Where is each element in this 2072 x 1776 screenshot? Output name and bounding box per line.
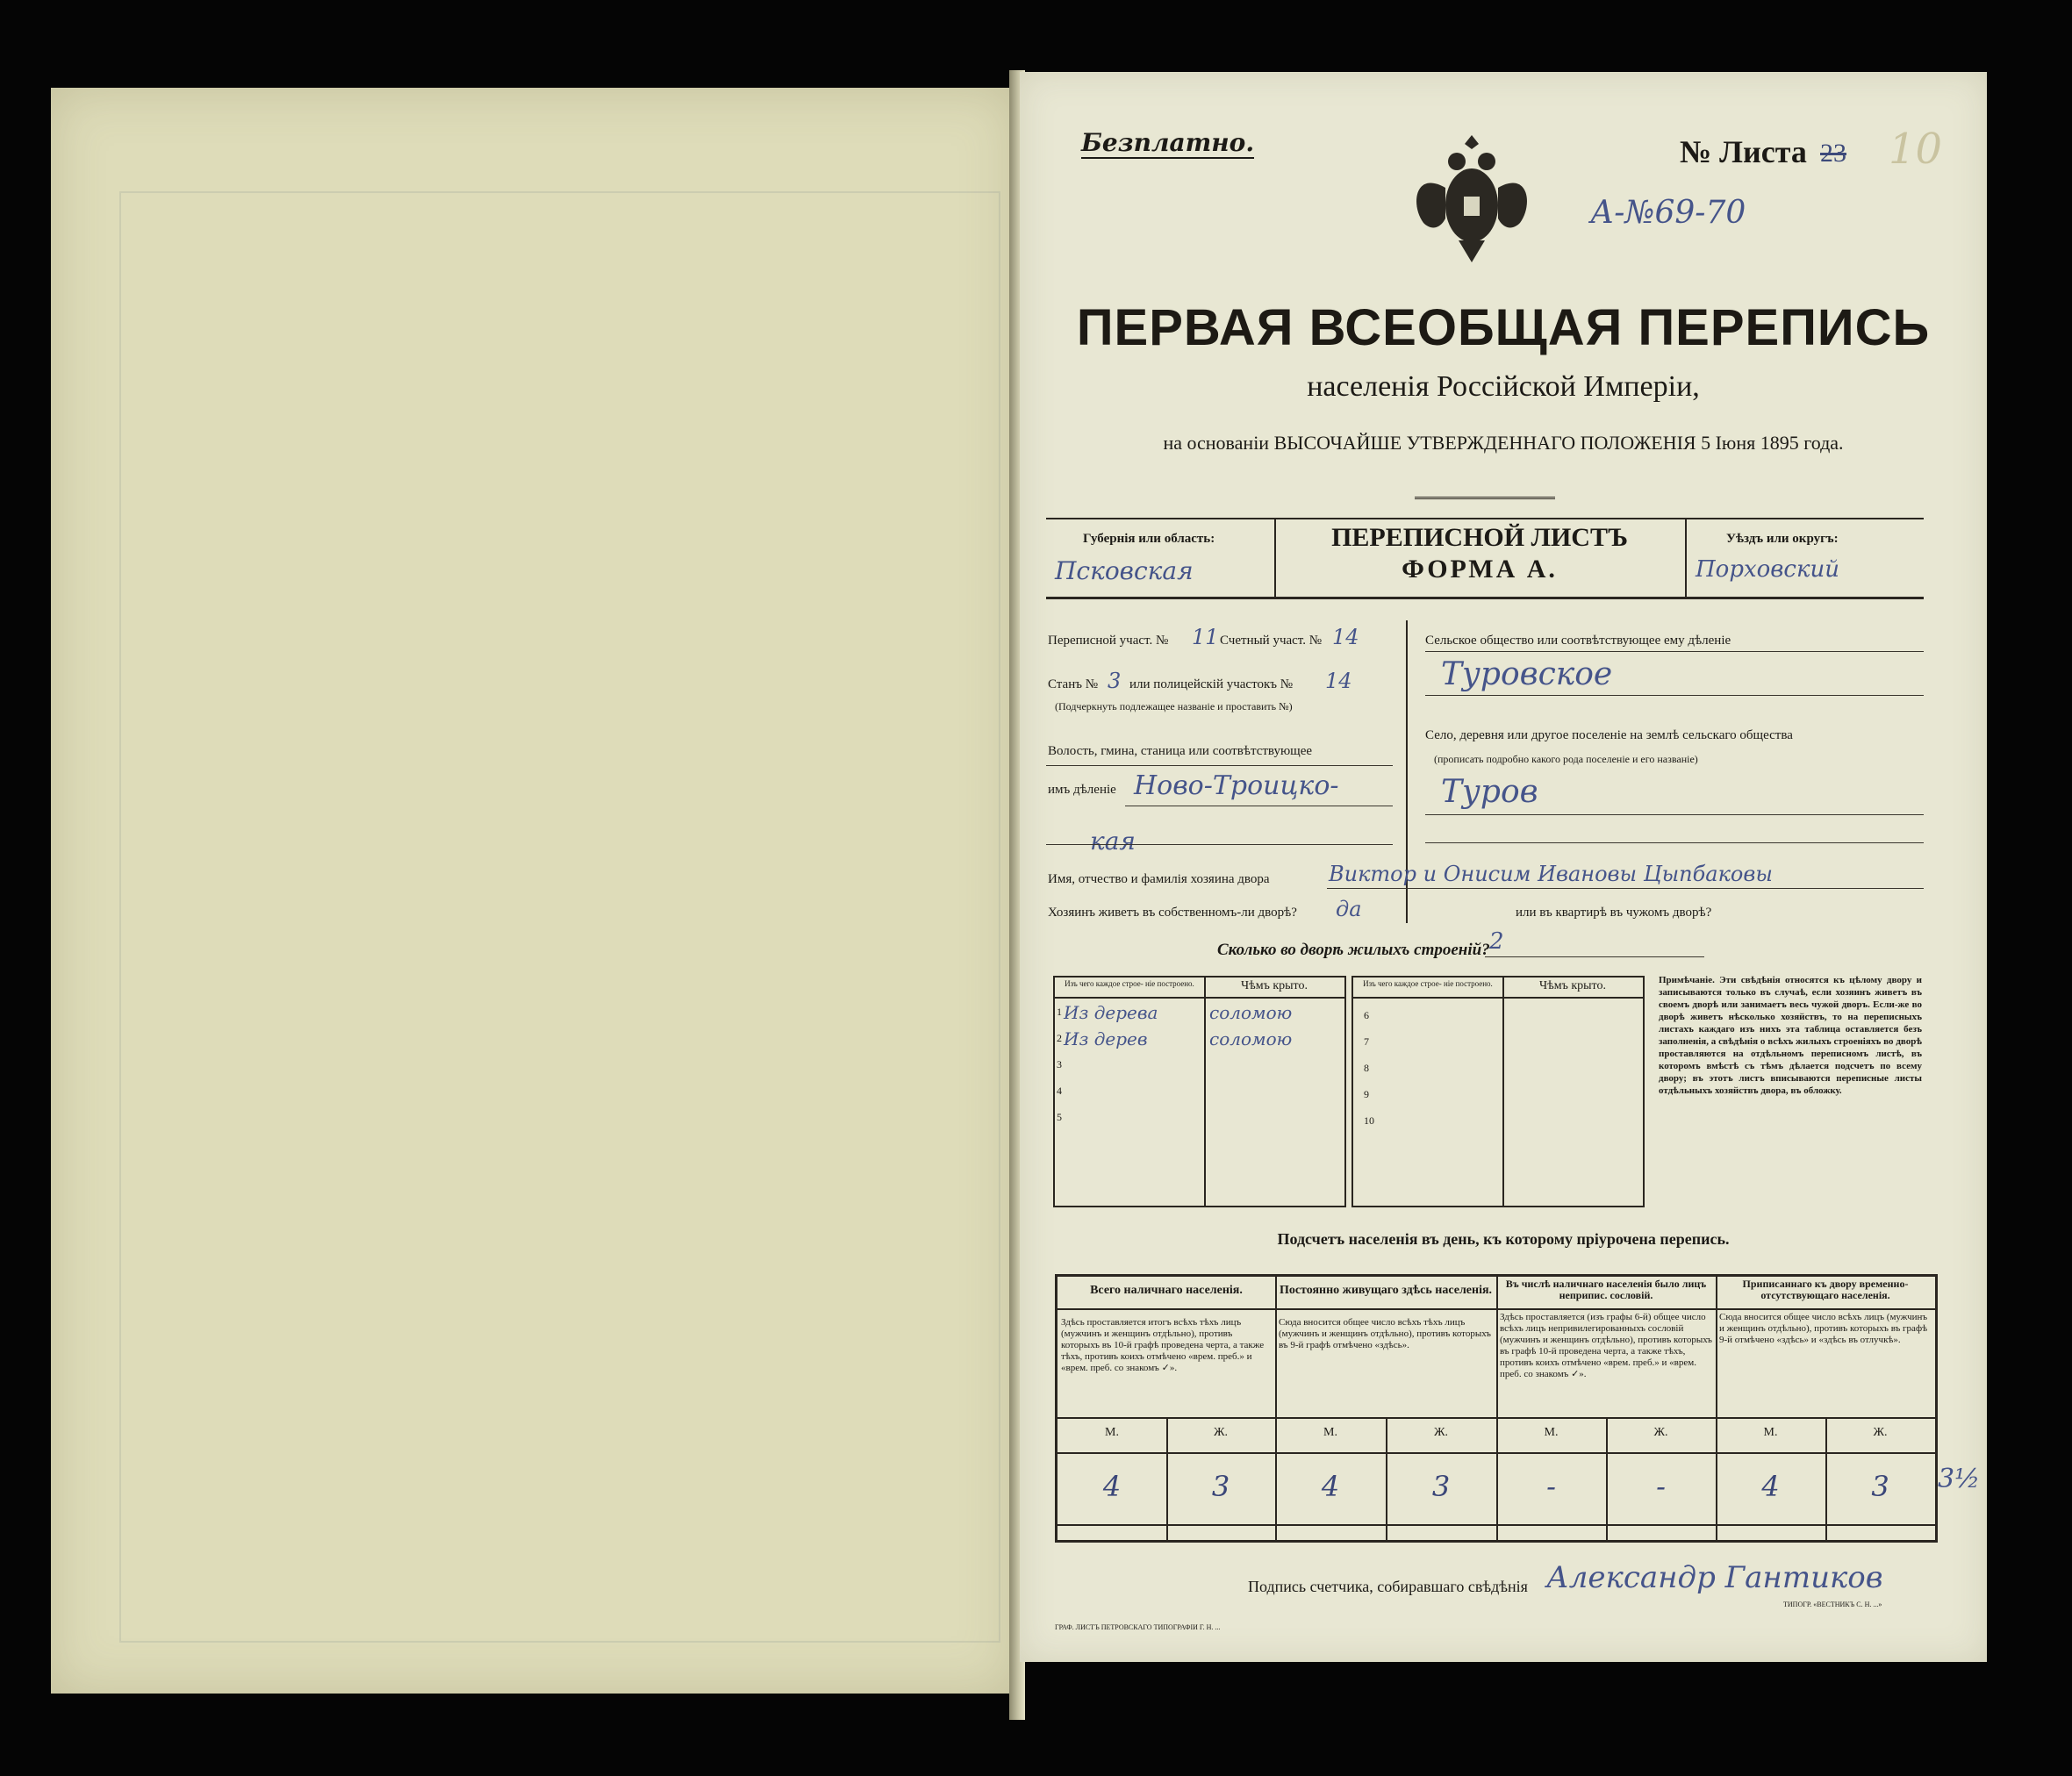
form-label: ФОРМА А.	[1402, 555, 1558, 584]
margin-note: 3½	[1938, 1464, 1981, 1494]
volost-value: Ново-Троицко-	[1134, 770, 1339, 801]
table-row: 8	[1364, 1062, 1369, 1074]
guberniya-label: Губернія или область:	[1083, 532, 1215, 546]
table-row: 4	[1057, 1085, 1062, 1097]
count-total-female: 3	[1211, 1470, 1230, 1503]
uezd-value: Порховский	[1696, 556, 1839, 583]
female-header: Ж.	[1213, 1426, 1229, 1439]
sheet-number-struck: 23	[1820, 139, 1846, 168]
buildings-note: Примѣчаніе. Эти свѣдѣнія относятся къ цѣлому двору и записываются только въ случаѣ, если хозяинъ живетъ въ своемъ дворѣ или занимаетъ весь чужой дворъ. Если-же во дворѣ живетъ нѣсколько хозяйствъ, то на переписныхъ листахъ каждаго изъ нихъ эта таблица оставляется безъ заполненія, а свѣдѣнія о всѣхъ жилыхъ строеніяхъ во дворѣ проставляются на отдѣльномъ переписномъ листѣ, въ которомъ вмѣстѣ съ тѣмъ дѣлается подсчетъ по всему двору; въ этотъ листъ вписываются переписные листы отдѣльныхъ хозяйствъ двора, въ обложку.	[1659, 975, 1922, 1096]
imperial-eagle-emblem	[1406, 126, 1538, 267]
printer-imprint-left: ГРАФ. ЛИСТЪ ПЕТРОВСКАГО ТИПОГРАФІИ Г. Н. ...	[1055, 1623, 1221, 1631]
buildings-material-header-2: Изъ чего каждое строе- ніе построено.	[1363, 979, 1493, 988]
schetny-uchastok-value: 14	[1332, 625, 1359, 649]
count-group-total: Всего наличнаго населенія. Здѣсь проставляется итогъ всѣхъ тѣхъ лицъ (мужчинъ и женщинъ отдѣльно), противъ которыхъ въ 10-й графѣ проведена черта, а также тѣхъ, противъ коихъ отмѣчено «врем. преб.» и «врем. преб. со знакомъ ✓».	[1058, 1277, 1277, 1540]
ornament-divider	[1415, 497, 1555, 499]
buildings-table-left	[1053, 976, 1346, 1207]
left-page	[51, 88, 1014, 1694]
buildings-roof-header: Чѣмъ крыто.	[1241, 979, 1308, 992]
buildings-material-header: Изъ чего каждое строе- ніе построено.	[1065, 979, 1194, 988]
sheet-number-handwritten: 10	[1889, 125, 1943, 174]
stan-label: Станъ №	[1048, 677, 1099, 691]
police-uchastok-label: или полицейскій участокъ №	[1129, 677, 1294, 691]
buildings-count-value: 2	[1489, 928, 1504, 955]
count-total-male: 4	[1102, 1470, 1122, 1503]
table-row: 9	[1364, 1088, 1369, 1100]
society-label: Сельское общество или соотвѣтствующее ему дѣленіе	[1425, 634, 1731, 648]
female-header: Ж.	[1653, 1426, 1668, 1439]
uezd-label: Уѣздъ или округъ:	[1726, 532, 1839, 546]
count-group-non-privileged: Въ числѣ наличнаго населенія было лицъ неприпис. сословій. Здѣсь проставляется (изъ графы 6-й) общее число всѣхъ лицъ непривилегированныхъ сословій (мужчинъ и женщинъ отдѣльно), противъ которыхъ въ графѣ 10-й проведена черта, а также тѣхъ, противъ коихъ отмѣчено «врем. преб.» и «врем. преб. со знакомъ ✓».	[1496, 1277, 1717, 1540]
perepisnoy-uchastok-label: Переписной участ. №	[1048, 634, 1169, 648]
male-header: М.	[1763, 1426, 1778, 1439]
sheet-number-label: № Листа	[1680, 134, 1807, 169]
male-header: М.	[1544, 1426, 1559, 1439]
archive-reference: А-№69-70	[1590, 195, 1746, 231]
village-value: Туров	[1441, 774, 1538, 810]
page-subtitle: населенія Россійской Имперіи,	[1307, 370, 1700, 403]
female-header: Ж.	[1873, 1426, 1888, 1439]
village-label: Село, деревня или другое поселеніе на землѣ сельскаго общества	[1425, 728, 1793, 742]
male-header: М.	[1323, 1426, 1337, 1439]
enumerator-signature: Александр Гантиков	[1546, 1560, 1883, 1595]
owner-lives-label: Хозяинъ живетъ въ собственномъ-ли дворѣ?	[1048, 906, 1297, 920]
society-value: Туровское	[1441, 656, 1613, 692]
table-row: 5	[1057, 1111, 1062, 1123]
count-group-permanent: Постоянно живущаго здѣсь населенія. Сюда вносится общее число всѣхъ тѣхъ лицъ (мужчинъ и женщинъ отдѣльно), противъ которыхъ въ 9-й графѣ отмѣчено «здѣсь».	[1275, 1277, 1498, 1540]
count-nonpriv-male: -	[1546, 1470, 1556, 1503]
regulation-basis: на основаніи ВЫСОЧАЙШЕ УТВЕРЖДЕННАГО ПОЛОЖЕНІЯ 5 Іюня 1895 года.	[1163, 432, 1844, 454]
buildings-table-right	[1351, 976, 1645, 1207]
table-row: 10	[1364, 1114, 1374, 1127]
volost-label-2: имъ дѣленіе	[1048, 783, 1116, 797]
census-form-page	[1020, 72, 1987, 1662]
owner-lives-label-2: или въ квартирѣ въ чужомъ дворѣ?	[1516, 906, 1712, 920]
buildings-roof-header-2: Чѣмъ крыто.	[1539, 979, 1606, 992]
owner-name-value: Виктор и Онисим Ивановы Цыпбаковы	[1329, 862, 1773, 886]
table-row: 1 Из дерева соломою	[1057, 1002, 1293, 1023]
table-row: 7	[1364, 1035, 1369, 1048]
left-page-frame	[119, 191, 1000, 1643]
page-title: ПЕРВАЯ ВСЕОБЩАЯ ПЕРЕПИСЬ	[1076, 299, 1931, 356]
count-permanent-male: 4	[1321, 1470, 1340, 1503]
buildings-count-label: Сколько во дворѣ жилыхъ строеній?	[1217, 941, 1490, 959]
stan-value: 3	[1108, 669, 1122, 693]
count-permanent-female: 3	[1431, 1470, 1451, 1503]
count-table-title: Подсчетъ населенія въ день, къ которому пріурочена перепись.	[1277, 1230, 1730, 1248]
underline-note: (Подчеркнуть подлежащее названіе и проставить №)	[1055, 700, 1293, 713]
printer-imprint-right: ТИПОГР. «ВЕСТНИКЪ С. Н. ...»	[1783, 1601, 1882, 1608]
schetny-uchastok-label: Счетный участ. №	[1220, 634, 1323, 648]
table-row: 2 Из дерев соломою	[1057, 1028, 1293, 1049]
owner-lives-value: да	[1336, 897, 1362, 921]
signature-label: Подпись счетчика, собиравшаго свѣдѣнія	[1248, 1578, 1528, 1595]
perepisnoy-uchastok-value: 11	[1192, 625, 1219, 649]
male-header: М.	[1105, 1426, 1119, 1439]
table-row: 3	[1057, 1058, 1062, 1071]
volost-value-2: кая	[1090, 827, 1136, 856]
police-uchastok-value: 14	[1325, 669, 1352, 693]
owner-name-label: Имя, отчество и фамилія хозяина двора	[1048, 872, 1270, 886]
guberniya-value: Псковская	[1055, 556, 1194, 585]
population-count-table	[1055, 1274, 1938, 1543]
village-note: (прописать подробно какого рода поселеніе и его названіе)	[1434, 753, 1698, 765]
free-label: Безплатно.	[1081, 128, 1255, 157]
female-header: Ж.	[1433, 1426, 1449, 1439]
count-group-absent: Приписаннаго къ двору временно-отсутствующаго населенія. Сюда вносится общее число всѣхъ лицъ (мужчинъ и женщинъ отдѣльно), противъ которыхъ въ графѣ 9-й отмѣчено «здѣсь» и «здѣсь въ отлучкѣ».	[1719, 1278, 1928, 1345]
volost-label: Волость, гмина, станица или соотвѣтствующее	[1048, 744, 1313, 758]
sheet-title: ПЕРЕПИСНОЙ ЛИСТЪ	[1331, 523, 1628, 552]
count-absent-male: 4	[1761, 1470, 1780, 1503]
count-absent-female: 3	[1871, 1470, 1889, 1503]
count-nonpriv-female: -	[1656, 1470, 1666, 1503]
table-row: 6	[1364, 1009, 1369, 1021]
